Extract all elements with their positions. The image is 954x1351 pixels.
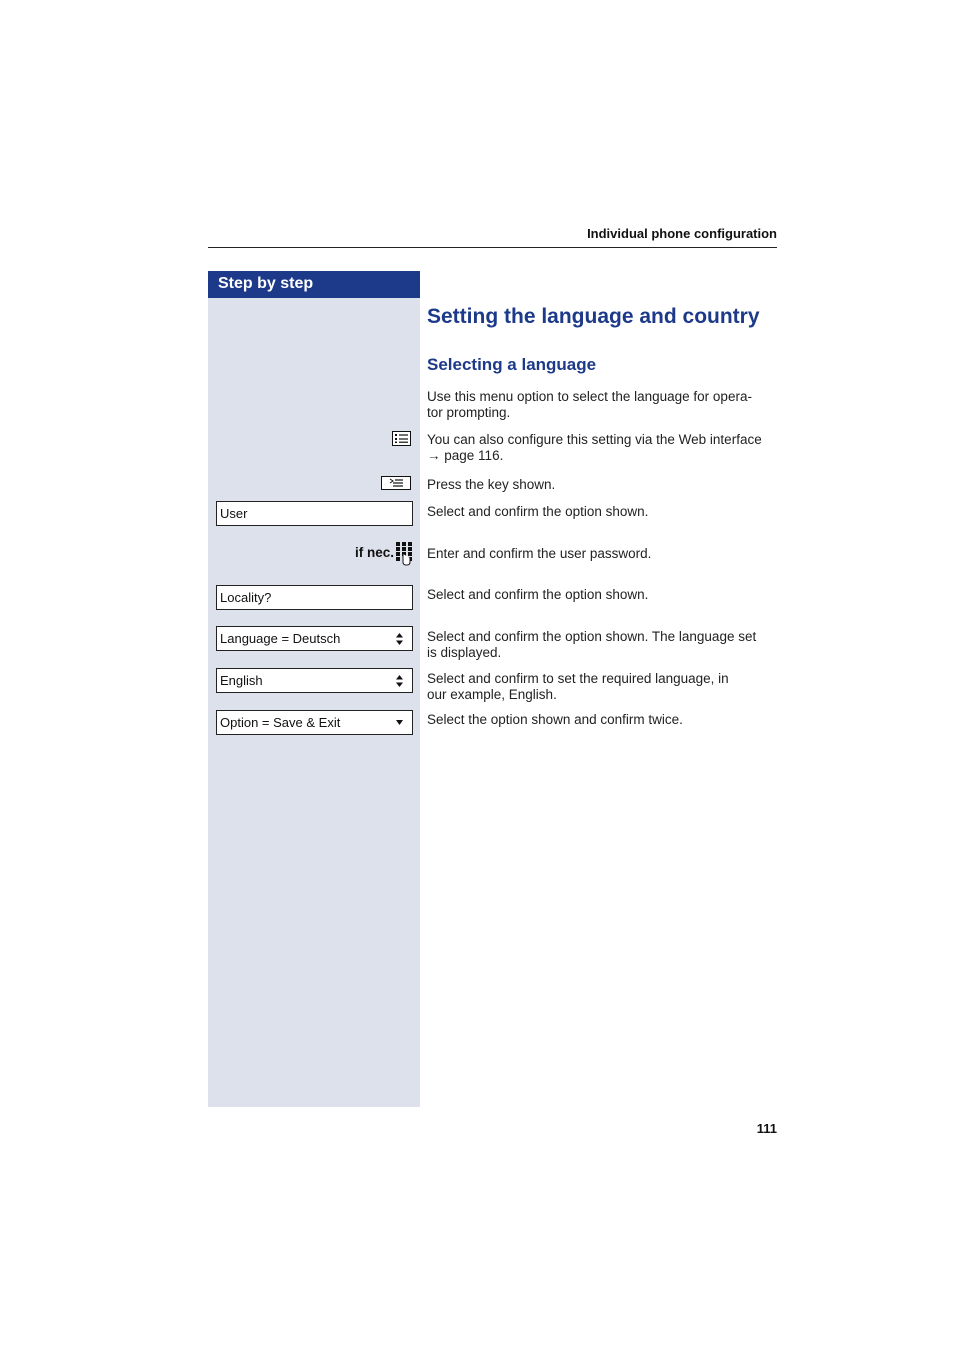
menu-option-english[interactable]: English [216, 668, 413, 693]
page-reference-link[interactable]: page 116. [444, 448, 504, 463]
step-text: Select and confirm the option shown. [427, 504, 649, 519]
menu-option-locality[interactable]: Locality? [216, 585, 413, 610]
up-down-arrow-icon [396, 669, 403, 692]
subsection-title: Selecting a language [427, 355, 597, 374]
web-interface-note: You can also configure this setting via the Web interface → page 116. [427, 432, 762, 463]
menu-option-user[interactable]: User [216, 501, 413, 526]
step-text: Select and confirm the option shown. The language set is displayed. [427, 629, 757, 660]
up-down-arrow-icon [396, 627, 403, 650]
step-text: Select and confirm the option shown. [427, 587, 649, 602]
step-text: Select the option shown and confirm twice. [427, 712, 683, 727]
page-number: 111 [756, 1121, 777, 1136]
keypad-icon [395, 541, 413, 567]
step-text: Enter and confirm the user password. [427, 546, 652, 561]
arrow-right-icon: → [427, 448, 441, 463]
step-by-step-heading: Step by step [208, 271, 420, 298]
header-rule [208, 247, 777, 248]
if-necessary-label: if nec. [354, 545, 394, 560]
down-arrow-icon [396, 711, 403, 734]
section-title: Setting the language and country [427, 305, 760, 328]
running-header: Individual phone configuration [587, 226, 777, 241]
menu-option-save-exit[interactable]: Option = Save & Exit [216, 710, 413, 735]
step-text: Press the key shown. [427, 477, 556, 492]
intro-text: Use this menu option to select the language for opera- tor prompting. [427, 389, 752, 420]
program-service-key-icon [392, 431, 411, 446]
menu-key-icon [381, 476, 411, 490]
menu-option-language[interactable]: Language = Deutsch [216, 626, 413, 651]
step-text: Select and confirm to set the required language, in our example, English. [427, 671, 729, 702]
